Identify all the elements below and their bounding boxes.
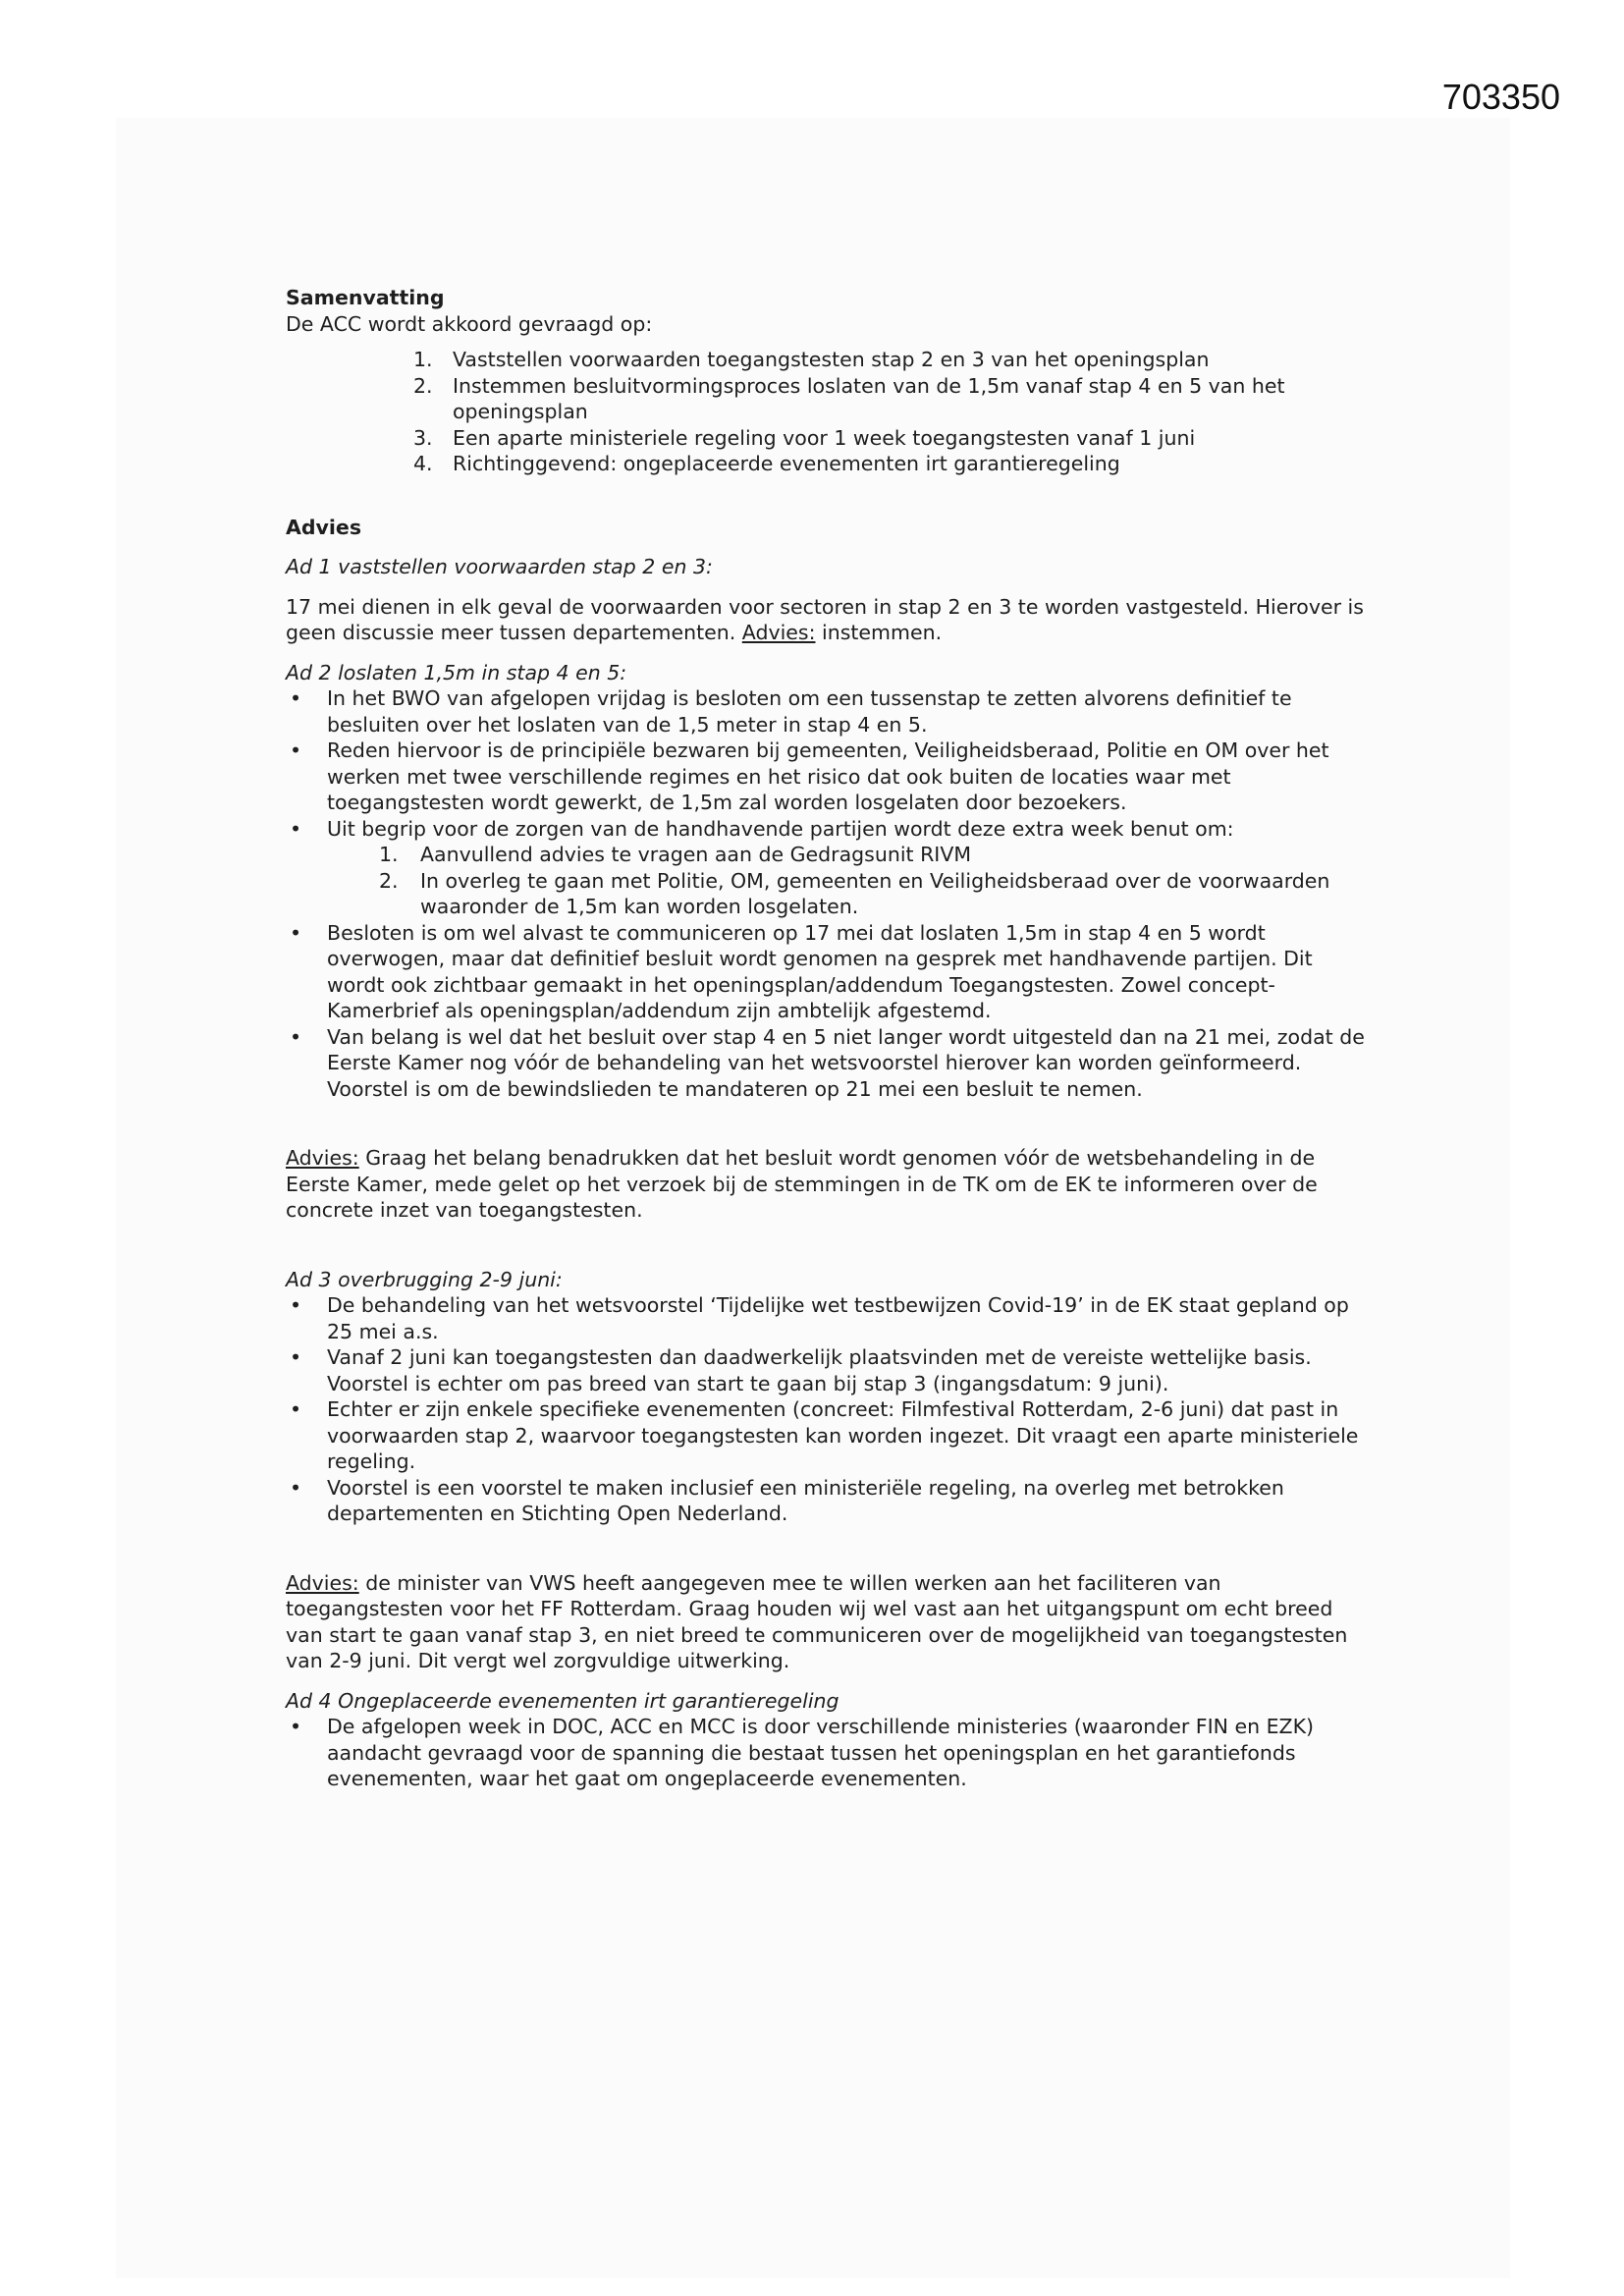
list-item	[413, 347, 1366, 373]
bullet-icon: •	[290, 686, 302, 710]
list-item	[286, 920, 1366, 1024]
list-number: 1.	[413, 348, 433, 371]
list-item	[379, 868, 1366, 920]
list-text: Instemmen besluitvormingsproces loslaten van de 1,5m vanaf stap 4 en 5 van het openingsplan	[453, 373, 1285, 423]
bullet-icon: •	[290, 1293, 302, 1317]
bullet-icon: •	[290, 738, 302, 762]
list-item	[286, 1024, 1366, 1103]
ad3-advies-label: Advies:	[286, 1570, 359, 1595]
list-item	[413, 451, 1366, 477]
list-item	[286, 738, 1366, 816]
list-text: In het BWO van afgelopen vrijdag is besloten om een tussenstap te zetten alvorens definitief te besluiten over het loslaten van de 1,5 meter in stap 4 en 5.	[327, 686, 1292, 737]
list-item	[286, 816, 1366, 920]
ad4-title: Ad 4 Ongeplaceerde evenementen irt garantieregeling	[286, 1688, 839, 1713]
list-text: Echter er zijn enkele specifieke evenementen (concreet: Filmfestival Rotterdam, 2-6 juni) dat past in voorwaarden stap 2, waarvoor toegangstesten kan worden ingezet. Dit vraagt een aparte ministeriele regeling.	[327, 1397, 1359, 1473]
ad1-advies-text: instemmen.	[815, 621, 943, 644]
ad2-title: Ad 2 loslaten 1,5m in stap 4 en 5:	[286, 660, 627, 684]
document-number: 703350	[1441, 77, 1560, 117]
ad3-bullet-list	[286, 1292, 1366, 1527]
list-item	[286, 1292, 1366, 1344]
samenvatting-list	[286, 347, 1366, 477]
list-text: Voorstel is een voorstel te maken inclusief een ministeriële regeling, na overleg met betrokken departementen en Stichting Open Nederland.	[327, 1475, 1284, 1525]
list-text: Een aparte ministeriele regeling voor 1 week toegangstesten vanaf 1 juni	[453, 425, 1196, 450]
bullet-icon: •	[290, 920, 302, 945]
list-text: Reden hiervoor is de principiële bezwaren bij gemeenten, Veiligheidsberaad, Politie en OM over het werken met twee verschillende regimes en het risico dat ook buiten de locaties waar met toegangstesten wordt gewerkt, de 1,5m zal worden losgelaten door bezoekers.	[327, 738, 1329, 814]
ad3-title: Ad 3 overbrugging 2-9 juni:	[286, 1267, 563, 1291]
list-text: In overleg te gaan met Politie, OM, gemeenten en Veiligheidsberaad over de voorwaarden waaronder de 1,5m kan worden losgelaten.	[420, 868, 1330, 918]
list-text: De behandeling van het wetsvoorstel ‘Tijdelijke wet testbewijzen Covid-19’ in de EK staat gepland op 25 mei a.s.	[327, 1293, 1349, 1343]
list-item	[286, 1396, 1366, 1475]
samenvatting-intro: De ACC wordt akkoord gevraagd op:	[286, 311, 653, 336]
ad1-title: Ad 1 vaststellen voorwaarden stap 2 en 3:	[286, 555, 713, 578]
samenvatting-heading: Samenvatting	[286, 286, 445, 309]
list-item	[286, 1344, 1366, 1396]
ad2-sub-list	[327, 842, 1366, 920]
list-number: 1.	[379, 843, 399, 866]
list-text: Vaststellen voorwaarden toegangstesten stap 2 en 3 van het openingsplan	[453, 348, 1210, 371]
ad2-advies	[286, 1145, 1366, 1224]
bullet-icon: •	[290, 816, 302, 841]
bullet-icon: •	[290, 1715, 302, 1738]
ad2-advies-label: Advies:	[286, 1146, 359, 1170]
ad1-paragraph	[286, 594, 1366, 646]
ad3-advies-text: de minister van VWS heeft aangegeven mee te willen werken aan het faciliteren van toegangstesten voor het FF Rotterdam. Graag houden wij wel vast aan het uitgangspunt om echt breed van start te gaan vanaf stap 3, en niet breed te communiceren over de mogelijkheid van toegangstesten van 2-9 juni. Dit vergt wel zorgvuldige uitwerking.	[286, 1570, 1348, 1672]
ad3-advies	[286, 1570, 1366, 1674]
list-item	[413, 373, 1366, 425]
list-number: 2.	[379, 868, 399, 893]
list-item	[286, 1714, 1366, 1792]
bullet-icon: •	[290, 1397, 302, 1421]
list-text: Besloten is om wel alvast te communiceren op 17 mei dat loslaten 1,5m in stap 4 en 5 wordt overwogen, maar dat definitief besluit wordt genomen na gesprek met handhavende partijen. Dit wordt ook zichtbaar gemaakt in het openingsplan/addendum Toegangstesten. Zowel concept-Kamerbrief als openingsplan/addendum zijn ambtelijk afgestemd.	[327, 920, 1313, 1022]
ad2-bullet-list	[286, 685, 1366, 1102]
ad1-text: 17 mei dienen in elk geval de voorwaarden voor sectoren in stap 2 en 3 te worden vastgesteld. Hierover is geen discussie meer tussen departementen.	[286, 594, 1364, 644]
list-item	[379, 842, 1366, 868]
ad1-advies-label: Advies:	[741, 621, 816, 644]
bullet-icon: •	[290, 1345, 302, 1369]
list-text: Richtinggevend: ongeplaceerde evenementen irt garantieregeling	[453, 452, 1120, 475]
list-text: De afgelopen week in DOC, ACC en MCC is door verschillende ministeries (waaronder FIN en EZK) aandacht gevraagd voor de spanning die bestaat tussen het openingsplan en het garantiefonds evenementen, waar het gaat om ongeplaceerde evenementen.	[327, 1715, 1315, 1790]
bullet-icon: •	[290, 1475, 302, 1500]
list-number: 4.	[413, 452, 433, 475]
list-item	[413, 425, 1366, 452]
list-number: 3.	[413, 425, 433, 450]
list-number: 2.	[413, 373, 433, 398]
ad4-bullet-list	[286, 1714, 1366, 1792]
ad2-advies-text: Graag het belang benadrukken dat het besluit wordt genomen vóór de wetsbehandeling in de Eerste Kamer, mede gelet op het verzoek bij de stemmingen in de TK om de EK te informeren over de concrete inzet van toegangstesten.	[286, 1146, 1318, 1222]
list-item	[286, 685, 1366, 738]
advies-heading: Advies	[286, 515, 362, 539]
list-item	[286, 1475, 1366, 1527]
list-text: Vanaf 2 juni kan toegangstesten dan daadwerkelijk plaatsvinden met de vereiste wettelijke basis. Voorstel is echter om pas breed van start te gaan bij stap 3 (ingangsdatum: 9 juni).	[327, 1345, 1312, 1395]
document-body	[286, 285, 1366, 1792]
list-text: Van belang is wel dat het besluit over stap 4 en 5 niet langer wordt uitgesteld dan na 21 mei, zodat de Eerste Kamer nog vóór de behandeling van het wetsvoorstel hierover kan worden geïnformeerd. Voorstel is om de bewindslieden te mandateren op 21 mei een besluit te nemen.	[327, 1024, 1365, 1101]
list-text: Aanvullend advies te vragen aan de Gedragsunit RIVM	[420, 843, 972, 866]
bullet-icon: •	[290, 1024, 302, 1049]
list-text: Uit begrip voor de zorgen van de handhavende partijen wordt deze extra week benut om:	[327, 816, 1234, 841]
